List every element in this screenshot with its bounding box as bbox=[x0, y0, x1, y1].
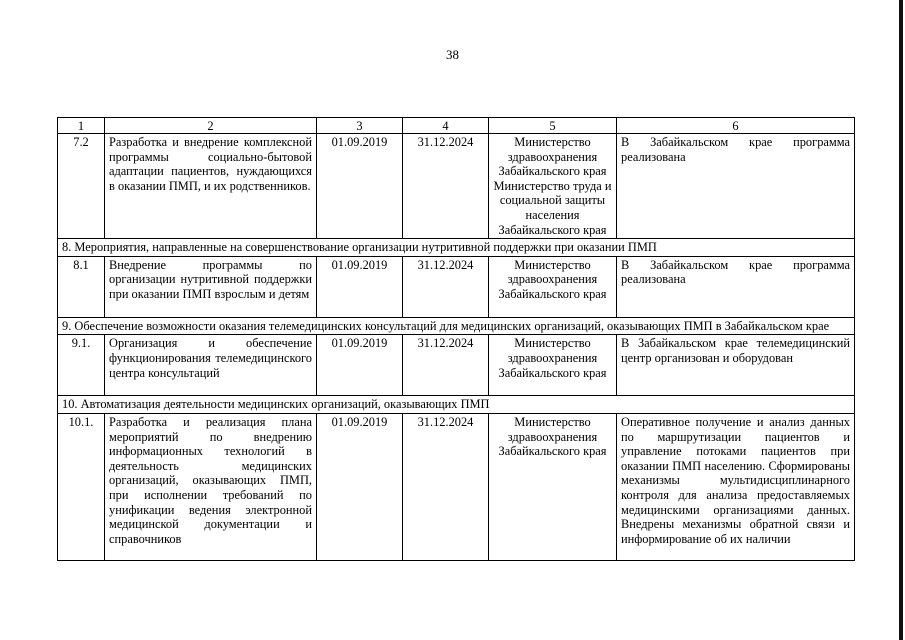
col-header-6: 6 bbox=[617, 118, 855, 134]
end-date-cell: 31.12.2024 bbox=[403, 335, 489, 396]
section-heading: 10. Автоматизация деятельности медицинских организаций, оказывающих ПМП bbox=[58, 396, 855, 414]
result-cell: В Забайкальском крае программа реализована bbox=[617, 134, 855, 239]
col-header-1: 1 bbox=[58, 118, 105, 134]
row-number: 9.1. bbox=[58, 335, 105, 396]
section-heading-row bbox=[58, 239, 855, 257]
responsible-cell: Министерство здравоохранения Забайкальского края bbox=[489, 335, 617, 396]
row-number: 8.1 bbox=[58, 256, 105, 317]
result-cell: В Забайкальском крае программа реализована bbox=[617, 256, 855, 317]
section-heading: 9. Обеспечение возможности оказания телемедицинских консультаций для медицинских организаций, оказывающих ПМП в Забайкальском крае bbox=[58, 317, 855, 335]
col-header-5: 5 bbox=[489, 118, 617, 134]
activity-cell: Разработка и внедрение комплексной программы социально-бытовой адаптации пациентов, нуждающихся в оказании ПМП, и их родственников. bbox=[105, 134, 317, 239]
start-date-cell: 01.09.2019 bbox=[317, 413, 403, 560]
table-row bbox=[58, 256, 855, 317]
result-cell: Оперативное получение и анализ данных по маршрутизации пациентов и управление потоками пациентов при оказании ПМП населению. Сформированы механизмы мультидисциплинарного контроля для анализа предоставляемых медицинскими организациями данных. Внедрены механизмы обратной связи и информирование об их наличии bbox=[617, 413, 855, 560]
header-row bbox=[58, 118, 855, 134]
end-date-cell: 31.12.2024 bbox=[403, 413, 489, 560]
col-header-2: 2 bbox=[105, 118, 317, 134]
row-number: 7.2 bbox=[58, 134, 105, 239]
table-row bbox=[58, 413, 855, 560]
activity-cell: Организация и обеспечение функционирования телемедицинского центра консультаций bbox=[105, 335, 317, 396]
activity-cell: Разработка и реализация плана мероприятий по внедрению информационных технологий в деятельность медицинских организаций, оказывающих ПМП, при исполнении требований по унификации ведения электронной медицинской документации и справочников bbox=[105, 413, 317, 560]
responsible-cell: Министерство здравоохранения Забайкальского края Министерство труда и социальной защиты населения Забайкальского края bbox=[489, 134, 617, 239]
col-header-3: 3 bbox=[317, 118, 403, 134]
scan-edge-bar bbox=[899, 0, 903, 640]
responsible-cell: Министерство здравоохранения Забайкальского края bbox=[489, 413, 617, 560]
end-date-cell: 31.12.2024 bbox=[403, 134, 489, 239]
section-heading-row bbox=[58, 317, 855, 335]
page-number: 38 bbox=[446, 47, 459, 62]
end-date-cell: 31.12.2024 bbox=[403, 256, 489, 317]
col-header-4: 4 bbox=[403, 118, 489, 134]
activity-cell: Внедрение программы по организации нутритивной поддержки при оказании ПМП взрослым и детям bbox=[105, 256, 317, 317]
start-date-cell: 01.09.2019 bbox=[317, 134, 403, 239]
activities-table bbox=[57, 117, 855, 561]
start-date-cell: 01.09.2019 bbox=[317, 256, 403, 317]
table-row bbox=[58, 134, 855, 239]
start-date-cell: 01.09.2019 bbox=[317, 335, 403, 396]
table-row bbox=[58, 335, 855, 396]
section-heading: 8. Мероприятия, направленные на совершенствование организации нутритивной поддержки при оказании ПМП bbox=[58, 239, 855, 257]
row-number: 10.1. bbox=[58, 413, 105, 560]
section-heading-row bbox=[58, 396, 855, 414]
result-cell: В Забайкальском крае телемедицинский центр организован и оборудован bbox=[617, 335, 855, 396]
responsible-cell: Министерство здравоохранения Забайкальского края bbox=[489, 256, 617, 317]
